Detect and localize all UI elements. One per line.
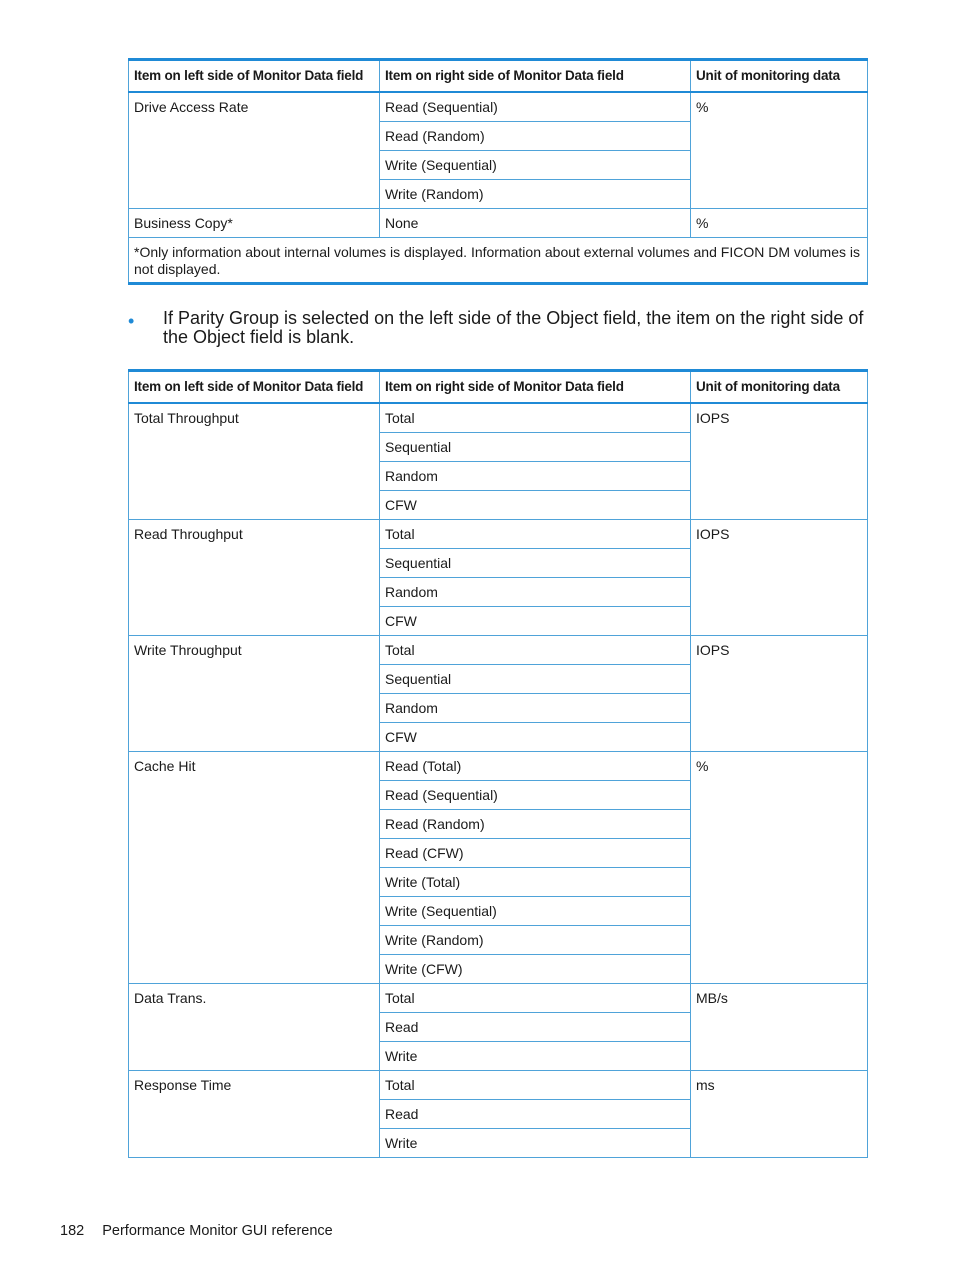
column-header-unit: Unit of monitoring data [691, 371, 868, 404]
table-row [129, 751, 868, 780]
table-header-row [129, 60, 868, 93]
left-item-cell: Total Throughput [129, 403, 380, 519]
right-item-cell: CFW [380, 490, 691, 519]
right-item-cell: Read (Sequential) [380, 780, 691, 809]
bullet-text: If Parity Group is selected on the left side of the Object field, the item on the right side of the Object field is blank. [163, 308, 864, 347]
column-header-right-item: Item on right side of Monitor Data field [380, 371, 691, 404]
bullet-marker: • [128, 311, 135, 331]
unit-cell: IOPS [691, 635, 868, 751]
left-item-cell: Data Trans. [129, 983, 380, 1070]
unit-cell: ms [691, 1070, 868, 1157]
table-row [129, 519, 868, 548]
right-item-cell: None [380, 208, 691, 237]
right-item-cell: Write (Random) [380, 925, 691, 954]
right-item-cell: Write (Total) [380, 867, 691, 896]
table-row [129, 1070, 868, 1099]
right-item-cell: Read (CFW) [380, 838, 691, 867]
right-item-cell: Write (Random) [380, 179, 691, 208]
right-item-cell: Sequential [380, 432, 691, 461]
right-item-cell: Total [380, 519, 691, 548]
table-row [129, 208, 868, 237]
table-row [129, 403, 868, 432]
left-item-cell: Read Throughput [129, 519, 380, 635]
left-item-cell: Response Time [129, 1070, 380, 1157]
left-item-cell: Business Copy* [129, 208, 380, 237]
column-header-left-item: Item on left side of Monitor Data field [129, 60, 380, 93]
right-item-cell: CFW [380, 722, 691, 751]
table-row [129, 635, 868, 664]
table-row [129, 92, 868, 121]
right-item-cell: Random [380, 461, 691, 490]
right-item-cell: Total [380, 635, 691, 664]
right-item-cell: Total [380, 1070, 691, 1099]
unit-cell: % [691, 92, 868, 208]
right-item-cell: Random [380, 693, 691, 722]
right-item-cell: Read (Random) [380, 121, 691, 150]
left-item-cell: Write Throughput [129, 635, 380, 751]
unit-cell: MB/s [691, 983, 868, 1070]
column-header-left-item: Item on left side of Monitor Data field [129, 371, 380, 404]
right-item-cell: Read (Random) [380, 809, 691, 838]
table-footnote: *Only information about internal volumes is displayed. Information about external volumes and FICON DM volumes is not displayed. [129, 237, 868, 283]
unit-cell: IOPS [691, 403, 868, 519]
right-item-cell: Sequential [380, 664, 691, 693]
right-item-cell: Sequential [380, 548, 691, 577]
right-item-cell: Write [380, 1041, 691, 1070]
left-item-cell: Cache Hit [129, 751, 380, 983]
right-item-cell: Write (CFW) [380, 954, 691, 983]
right-item-cell: Read [380, 1012, 691, 1041]
unit-cell: IOPS [691, 519, 868, 635]
right-item-cell: Read [380, 1099, 691, 1128]
left-item-cell: Drive Access Rate [129, 92, 380, 208]
right-item-cell: Read (Total) [380, 751, 691, 780]
column-header-right-item: Item on right side of Monitor Data field [380, 60, 691, 93]
monitor-data-table-2 [128, 369, 868, 1158]
right-item-cell: Read (Sequential) [380, 92, 691, 121]
unit-cell: % [691, 208, 868, 237]
right-item-cell: Random [380, 577, 691, 606]
right-item-cell: CFW [380, 606, 691, 635]
right-item-cell: Total [380, 403, 691, 432]
unit-cell: % [691, 751, 868, 983]
right-item-cell: Write (Sequential) [380, 896, 691, 925]
column-header-unit: Unit of monitoring data [691, 60, 868, 93]
right-item-cell: Total [380, 983, 691, 1012]
page-footer [60, 1223, 333, 1239]
table-row [129, 983, 868, 1012]
table-header-row [129, 371, 868, 404]
right-item-cell: Write [380, 1128, 691, 1157]
monitor-data-table-1 [128, 58, 868, 285]
page-number: 182 [60, 1223, 85, 1239]
table-footnote-row [129, 237, 868, 283]
footer-section-title: Performance Monitor GUI reference [102, 1223, 333, 1239]
right-item-cell: Write (Sequential) [380, 150, 691, 179]
